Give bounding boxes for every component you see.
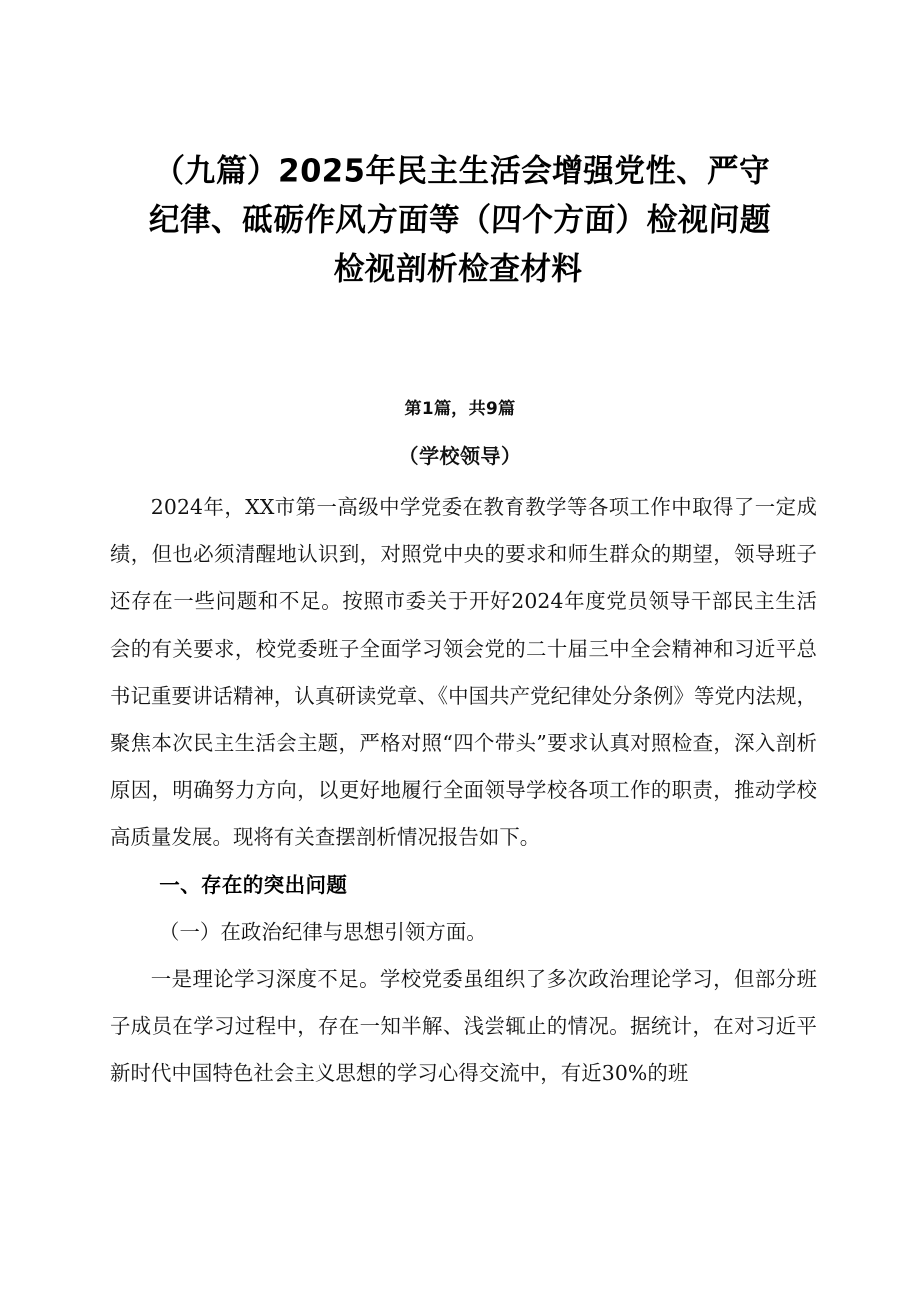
document-title-line-1: （九篇）2025年民主生活会增强党性、严守 <box>153 153 771 190</box>
document-title-line-2: 纪律、砥砺作风方面等（四个方面）检视问题 <box>148 202 772 239</box>
document-body <box>110 484 817 1098</box>
document-title-line-3: 检视剖析检查材料 <box>333 251 584 288</box>
subsection-heading-1-1: （一）在政治纪律与思想引领方面。 <box>158 919 487 944</box>
document-title <box>105 147 815 294</box>
role-line: （学校领导） <box>398 444 522 468</box>
piece-counter: 第1篇，共9篇 <box>404 399 516 419</box>
body-paragraph-intro: 2024年，XX市第一高级中学党委在教育教学等各项工作中取得了一定成绩，但也必须清醒地认识到，对照党中央的要求和师生群众的期望，领导班子还存在一些问题和不足。按照市委关于开好2024年度党员领导干部民主生活会的有关要求，校党委班子全面学习领会党的二十届三中全会精神和习近平总书记重要讲话精神，认真研读党章、《中国共产党纪律处分条例》等党内法规，聚焦本次民主生活会主题，严格对照“四个带头”要求认真对照检查，深入剖析原因，明确努力方向，以更好地履行全面领导学校各项工作的职责，推动学校高质量发展。现将有关查摆剖析情况报告如下。 <box>110 495 817 850</box>
body-paragraph-item-one: 一是理论学习深度不足。学校党委虽组织了多次政治理论学习，但部分班子成员在学习过程中，存在一知半解、浅尝辄止的情况。据统计，在对习近平新时代中国特色社会主义思想的学习心得交流中，有近30%的班 <box>110 967 817 1086</box>
section-heading-1: 一、存在的突出问题 <box>159 872 348 897</box>
